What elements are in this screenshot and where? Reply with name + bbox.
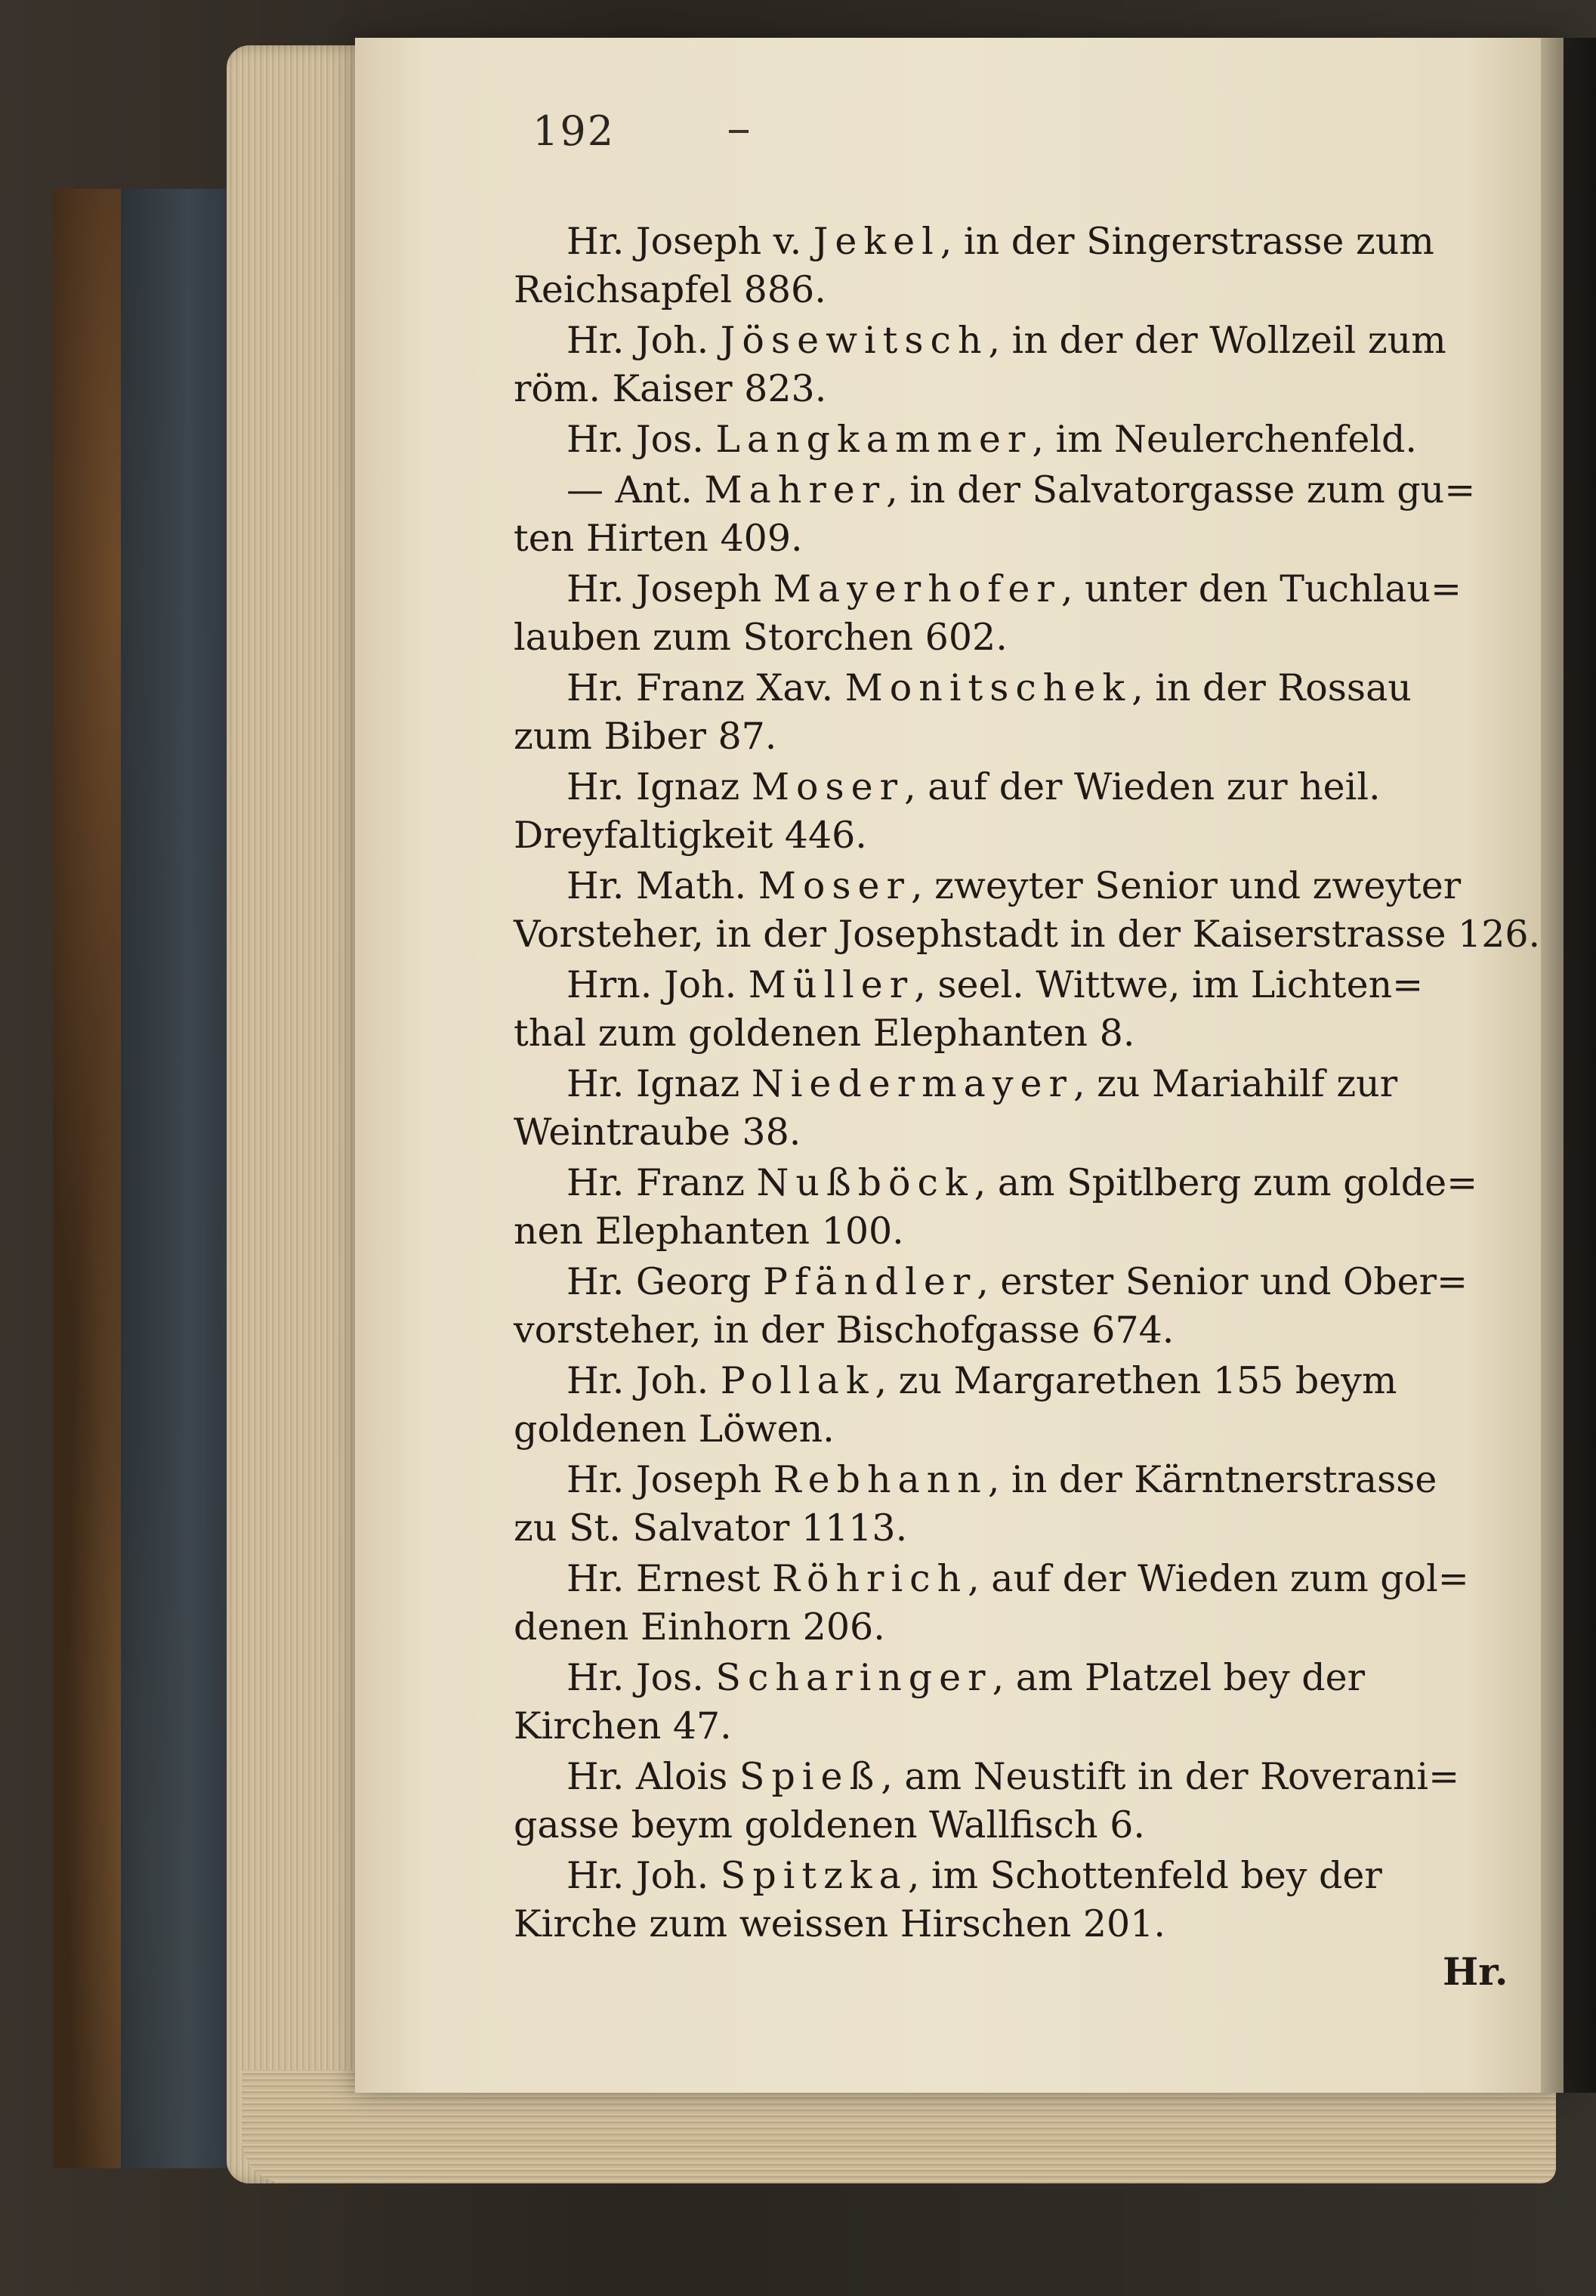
entry-surname: Jekel	[813, 220, 940, 263]
book-page	[355, 38, 1564, 2093]
page-gutter-shadow	[1541, 38, 1596, 2093]
directory-entry	[514, 466, 1488, 563]
directory-entry	[514, 1555, 1488, 1652]
entry-surname: Monitschek	[844, 666, 1132, 709]
entry-surname: Jösewitsch	[720, 319, 989, 362]
entry-surname: Mayerhofer	[773, 567, 1061, 610]
entry-title-forename: Hr. Ignaz	[566, 1062, 752, 1105]
entry-second-line: Weintraube 38.	[514, 1111, 801, 1154]
entry-surname: Langkammer	[715, 418, 1033, 461]
entry-second-line: thal zum goldenen Elephanten 8.	[514, 1012, 1135, 1055]
entry-first-line	[514, 1357, 1488, 1405]
entry-first-line	[514, 1456, 1488, 1504]
entry-title-forename: Hr. Math.	[566, 864, 758, 907]
catchword: Hr.	[1443, 1949, 1508, 1994]
entry-first-line	[514, 317, 1488, 365]
entry-surname: Niedermayer	[751, 1062, 1073, 1105]
entry-second-line: lauben zum Storchen 602.	[514, 616, 1008, 659]
entry-second-line: röm. Kaiser 823.	[514, 367, 827, 410]
entry-title-forename: Hr. Joseph	[566, 1458, 773, 1501]
entry-first-line	[514, 565, 1488, 613]
entry-second-line: Dreyfaltigkeit 446.	[514, 814, 867, 857]
directory-entry	[514, 1654, 1488, 1751]
entry-first-line	[514, 1159, 1488, 1207]
entry-surname: Müller	[748, 963, 915, 1006]
entry-surname: Rebhann	[773, 1458, 988, 1501]
entry-title-forename: Hr. Joseph v.	[566, 220, 813, 263]
entry-first-line	[514, 1555, 1488, 1603]
entry-title-forename: Hr. Franz	[566, 1161, 757, 1204]
entry-address-start: , auf der Wieden zur heil.	[904, 765, 1381, 808]
directory-entry	[514, 1753, 1488, 1849]
entry-second-line: Reichsapfel 886.	[514, 268, 826, 311]
entry-first-line	[514, 1852, 1488, 1900]
directory-entry	[514, 317, 1488, 413]
entry-surname: Moser	[751, 765, 905, 808]
entry-first-line	[514, 664, 1488, 712]
entry-address-start: , zu Margarethen 155 beym	[875, 1359, 1397, 1402]
entry-second-line: Kirchen 47.	[514, 1704, 732, 1747]
entry-surname: Nußböck	[756, 1161, 974, 1204]
entry-surname: Scharinger	[715, 1656, 992, 1699]
entry-first-line	[514, 961, 1488, 1009]
directory-entries	[514, 218, 1541, 1951]
entry-address-start: , unter den Tuchlau=	[1060, 567, 1462, 610]
entry-first-line	[514, 1060, 1488, 1108]
entry-first-line	[514, 1258, 1488, 1306]
entry-first-line	[514, 218, 1488, 266]
entry-address-start: , in der Salvatorgasse zum gu=	[886, 468, 1476, 511]
entry-second-line: vorsteher, in der Bischofgasse 674.	[514, 1309, 1175, 1352]
entry-second-line: ten Hirten 409.	[514, 517, 803, 560]
entry-title-forename: Hr. Ignaz	[566, 765, 752, 808]
directory-entry	[514, 961, 1488, 1058]
page-number: 192	[533, 107, 616, 155]
entry-title-forename: Hr. Ernest	[566, 1557, 773, 1600]
directory-entry	[514, 1258, 1488, 1355]
entry-surname: Spitzka	[720, 1854, 908, 1897]
directory-entry	[514, 862, 1541, 959]
entry-second-line: zu St. Salvator 1113.	[514, 1506, 908, 1550]
entry-first-line	[514, 466, 1488, 515]
directory-entry	[514, 565, 1488, 662]
entry-second-line: Vorsteher, in der Josephstadt in der Kaiserstrasse 126.	[514, 913, 1541, 956]
entry-first-line	[514, 862, 1488, 910]
entry-title-forename: Hr. Joh.	[566, 1854, 721, 1897]
entry-surname: Spieß	[739, 1755, 881, 1798]
directory-entry	[514, 218, 1488, 314]
entry-title-forename: Hr. Jos.	[566, 418, 716, 461]
directory-entry	[514, 1852, 1488, 1948]
directory-entry	[514, 1060, 1488, 1157]
entry-title-forename: Hr. Georg	[566, 1260, 763, 1303]
entry-first-line	[514, 1654, 1488, 1702]
entry-address-start: , auf der Wieden zum gol=	[968, 1557, 1469, 1600]
directory-entry	[514, 763, 1488, 860]
directory-entry	[514, 664, 1488, 761]
entry-second-line: Kirche zum weissen Hirschen 201.	[514, 1902, 1165, 1945]
entry-first-line	[514, 763, 1488, 811]
directory-entry	[514, 1357, 1488, 1454]
entry-surname: Pfändler	[762, 1260, 977, 1303]
directory-entry	[514, 1159, 1488, 1256]
entry-second-line: gasse beym goldenen Wallfisch 6.	[514, 1803, 1145, 1846]
entry-title-forename: Hrn. Joh.	[566, 963, 749, 1006]
entry-address-start: , seel. Wittwe, im Lichten=	[914, 963, 1424, 1006]
directory-entry	[514, 416, 1488, 464]
entry-address-start: , erster Senior und Ober=	[977, 1260, 1468, 1303]
entry-first-line	[514, 1753, 1488, 1801]
entry-surname: Pollak	[720, 1359, 875, 1402]
entry-title-forename: Hr. Jos.	[566, 1656, 716, 1699]
entry-surname: Moser	[758, 864, 911, 907]
entry-title-forename: Hr. Joh.	[566, 1359, 721, 1402]
entry-surname: Mahrer	[704, 468, 887, 511]
entry-second-line: zum Biber 87.	[514, 715, 777, 758]
entry-title-forename: — Ant.	[566, 468, 705, 511]
header-dash	[729, 130, 749, 133]
entry-address-start: , am Neustift in der Roverani=	[881, 1755, 1460, 1798]
entry-address-start: , am Spitlberg zum golde=	[974, 1161, 1478, 1204]
entry-title-forename: Hr. Joseph	[566, 567, 773, 610]
entry-second-line: goldenen Löwen.	[514, 1408, 835, 1451]
entry-address-start: , im Neulerchenfeld.	[1032, 418, 1418, 461]
entry-address-start: , in der Singerstrasse zum	[940, 220, 1434, 263]
entry-address-start: , in der der Wollzeil zum	[988, 319, 1446, 362]
entry-first-line	[514, 416, 1488, 464]
entry-title-forename: Hr. Joh.	[566, 319, 721, 362]
entry-address-start: , am Platzel bey der	[992, 1656, 1366, 1699]
entry-title-forename: Hr. Franz Xav.	[566, 666, 845, 709]
entry-address-start: , in der Rossau	[1131, 666, 1412, 709]
entry-address-start: , im Schottenfeld bey der	[907, 1854, 1382, 1897]
entry-address-start: , zweyter Senior und zweyter	[910, 864, 1462, 907]
directory-entry	[514, 1456, 1488, 1553]
entry-second-line: nen Elephanten 100.	[514, 1210, 904, 1253]
entry-surname: Röhrich	[772, 1557, 968, 1600]
entry-address-start: , zu Mariahilf zur	[1073, 1062, 1398, 1105]
entry-title-forename: Hr. Alois	[566, 1755, 739, 1798]
entry-second-line: denen Einhorn 206.	[514, 1605, 885, 1649]
entry-address-start: , in der Kärntnerstrasse	[987, 1458, 1437, 1501]
